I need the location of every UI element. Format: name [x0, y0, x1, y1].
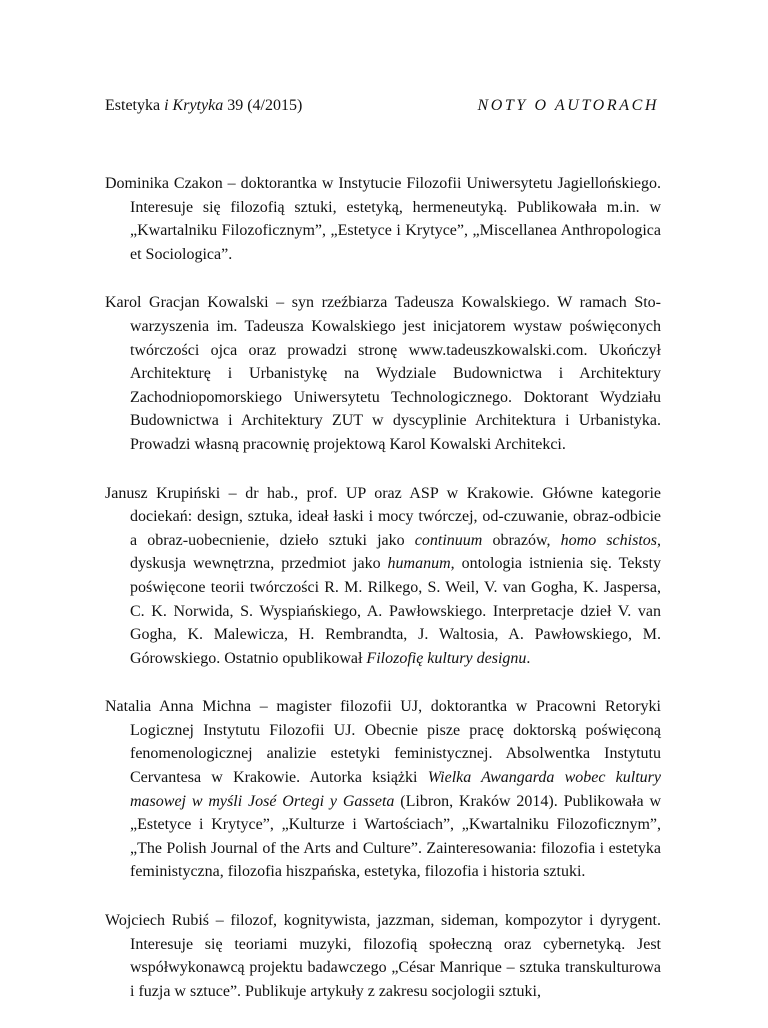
journal-issue: 39 (4/2015)	[223, 97, 303, 114]
author-note-michna: Natalia Anna Michna – magister filozofii UJ, doktorantka w Pracowni Retoryki Logicznej Instytutu Filozofii UJ. Obecnie pisze pracę doktorską poświęconą fenomenologicznej analizie estetyki feministycznej. Absolwentka Instytutu Cervantesa w Krakowie. Autorka książki Wielka Awangarda wobec kultury masowej w myśli José Ortegi y Gasseta (Libron, Kraków 2014). Publikowała w „Estetyce i Krytyce”, „Kulturze i Wartościach”, „Kwartalniku Filozoficznym”, „The Polish Journal of the Arts and Culture”. Zainteresowania: filozofia i estetyka feministyczna, filozofia hiszpańska, estetyka, filozofia i historia sztuki.	[105, 698, 662, 881]
author-notes	[105, 172, 661, 1028]
journal-citation	[105, 97, 302, 115]
author-note-czakon: Dominika Czakon – doktorantka w Instytucie Filozofii Uniwersytetu Jagiellońskiego. Interesuje się filozofią sztuki, estetyką, hermeneutyką. Publikowała m.in. w „Kwartalniku Filozoficznym”, „Estetyce i Krytyce”, „Miscellanea Anthropologica et Sociologica”.	[105, 175, 661, 263]
journal-name-italic: i Krytyka	[164, 97, 224, 114]
running-header	[105, 97, 659, 121]
author-note-krupinski: Janusz Krupiński – dr hab., prof. UP oraz ASP w Krakowie. Główne kategorie dociekań: design, sztuka, ideał łaski i mocy twórczej, od-czuwanie, obraz-odbicie a obraz-uobecnienie, dzieło sztuki jako continuum obrazów, homo schistos, dyskusja wewnętrzna, przedmiot jako humanum, ontologia istnienia się. Teksty poświęcone teorii twórczości R. M. Rilkego, S. Weil, V. van Gogha, K. Jaspersa, C. K. Norwida, S. Wyspiańskiego, A. Pawłowskiego. Interpretacje dzieł V. van Gogha, K. Malewicza, H. Rembrandta, J. Waltosia, A. Pawłowskiego, M. Górowskiego. Ostatnio opublikował Filozofię kultury designu.	[105, 484, 661, 667]
author-note-kowalski: Karol Gracjan Kowalski – syn rzeźbiarza Tadeusza Kowalskiego. W ramach Stowarzyszenia im. Tadeusza Kowalskiego jest inicjatorem wystaw poświęconych twórczości ojca oraz prowadzi stronę www.tadeuszkowalski.com. Ukończył Architekturę i Urbanistykę na Wydziale Budownictwa i Architektury Zachodniopomorskiego Uniwersytetu Technologicznego. Doktorant Wydziału Budownictwa i Architektury ZUT w dyscyplinie Architektura i Urbanistyka. Prowadzi własną pracownię projektową Karol Kowalski Architekci.	[105, 294, 661, 453]
author-note-rubis: Wojciech Rubiś – filozof, kognitywista, jazzman, sideman, kompozytor i dyrygent. Interesuje się teoriami muzyki, filozofią społeczną oraz cybernetyką. Jest współwykonawcą projektu badawczego „César Manrique – sztuka transkulturowa i fuzja w sztuce”. Publikuje artykuły z zakresu socjologii sztuki,	[105, 912, 661, 1000]
journal-name-part: Estetyka	[105, 97, 165, 114]
section-title: NOTY O AUTORACH	[477, 97, 659, 114]
